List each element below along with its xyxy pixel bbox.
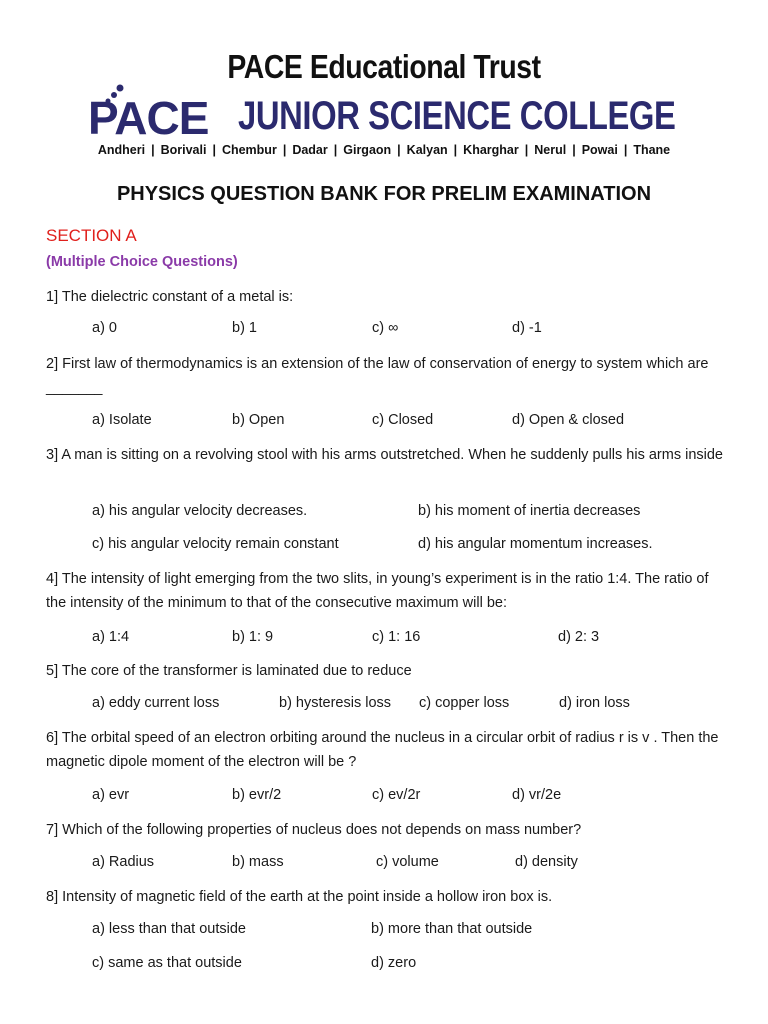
- answer-option: d) iron loss: [559, 695, 630, 711]
- branch-name: Kalyan: [406, 143, 448, 157]
- branch-separator: |: [282, 143, 287, 157]
- question-text: 7] Which of the following properties of nucleus does not depends on mass number?: [46, 822, 582, 838]
- answer-option: d) Open & closed: [512, 412, 625, 428]
- branch-name: Borivali: [160, 143, 207, 157]
- college-name: JUNIOR SCIENCE COLLEGE: [238, 94, 676, 138]
- answer-option: a) his angular velocity decreases.: [92, 503, 308, 519]
- branch-name: Thane: [633, 143, 671, 157]
- answer-option: b) 1: 9: [232, 629, 274, 645]
- answer-option: b) hysteresis loss: [279, 695, 392, 711]
- branch-separator: |: [333, 143, 338, 157]
- answer-option: c) ∞: [372, 320, 399, 336]
- answer-option: c) volume: [376, 854, 439, 870]
- branch-separator: |: [453, 143, 458, 157]
- answer-option: b) Open: [232, 412, 285, 428]
- answer-option: a) 0: [92, 320, 117, 336]
- branch-name: Powai: [581, 143, 618, 157]
- answer-option: c) 1: 16: [372, 629, 421, 645]
- answer-option: d) vr/2e: [512, 787, 562, 803]
- section-heading: SECTION A: [46, 226, 137, 245]
- question-text: 1] The dielectric constant of a metal is:: [46, 289, 294, 305]
- branch-name: Kharghar: [463, 143, 519, 157]
- answer-option: d) density: [515, 854, 578, 870]
- branch-name: Nerul: [534, 143, 567, 157]
- answer-option: a) 1:4: [92, 629, 130, 645]
- answer-option: a) eddy current loss: [92, 695, 220, 711]
- branch-separator: |: [397, 143, 401, 157]
- answer-option: c) same as that outside: [92, 955, 242, 971]
- answer-option: d) 2: 3: [558, 629, 600, 645]
- section-subheading: (Multiple Choice Questions): [46, 254, 238, 270]
- pace-logo: [88, 84, 228, 140]
- answer-option: b) 1: [232, 320, 257, 336]
- answer-option: d) -1: [512, 320, 542, 336]
- question-text: 5] The core of the transformer is laminated due to reduce: [46, 663, 412, 679]
- branch-separator: |: [524, 143, 529, 157]
- branch-separator: |: [151, 143, 155, 157]
- answer-option: c) his angular velocity remain constant: [92, 536, 339, 552]
- answer-option: b) his moment of inertia decreases: [418, 503, 641, 519]
- branch-name: Chembur: [221, 143, 277, 157]
- answer-option: d) his angular momentum increases.: [418, 536, 653, 552]
- answer-option: c) ev/2r: [372, 787, 421, 803]
- branch-name: Dadar: [292, 143, 328, 157]
- answer-option: a) Isolate: [92, 412, 152, 428]
- branch-separator: |: [212, 143, 216, 157]
- branch-list: [0, 143, 768, 157]
- page-title: PHYSICS QUESTION BANK FOR PRELIM EXAMINATION: [116, 183, 652, 205]
- answer-option: b) more than that outside: [371, 921, 533, 937]
- answer-option: a) Radius: [92, 854, 155, 870]
- branch-name: Girgaon: [343, 143, 392, 157]
- answer-option: c) copper loss: [419, 695, 510, 711]
- branch-separator: |: [623, 143, 628, 157]
- question-text: 6] The orbital speed of an electron orbiting around the nucleus in a circular orbit of radius r is v . Then the magnetic dipole moment of the electron will be ?: [46, 730, 719, 770]
- branch-name: Andheri: [97, 143, 146, 157]
- svg-text:PACE: PACE: [88, 92, 209, 140]
- question-text: 2] First law of thermodynamics is an extension of the law of conservation of energy to system which are _______: [46, 356, 709, 396]
- document-header: [0, 0, 768, 170]
- college-logo-row: [88, 84, 688, 144]
- question-text: 4] The intensity of light emerging from the two slits, in young’s experiment is in the ratio 1:4. The ratio of the intensity of the minimum to that of the consecutive maximum will be:: [46, 571, 709, 611]
- answer-option: a) evr: [92, 787, 130, 803]
- answer-option: a) less than that outside: [92, 921, 246, 937]
- answer-option: c) Closed: [372, 412, 434, 428]
- trust-name: PACE Educational Trust: [227, 48, 541, 85]
- question-text: 8] Intensity of magnetic field of the earth at the point inside a hollow iron box is.: [46, 889, 553, 905]
- branch-separator: |: [572, 143, 576, 157]
- answer-option: d) zero: [371, 955, 417, 971]
- answer-option: b) mass: [232, 854, 284, 870]
- answer-option: b) evr/2: [232, 787, 282, 803]
- question-text: 3] A man is sitting on a revolving stool with his arms outstretched. When he suddenly pulls his arms inside: [46, 447, 723, 463]
